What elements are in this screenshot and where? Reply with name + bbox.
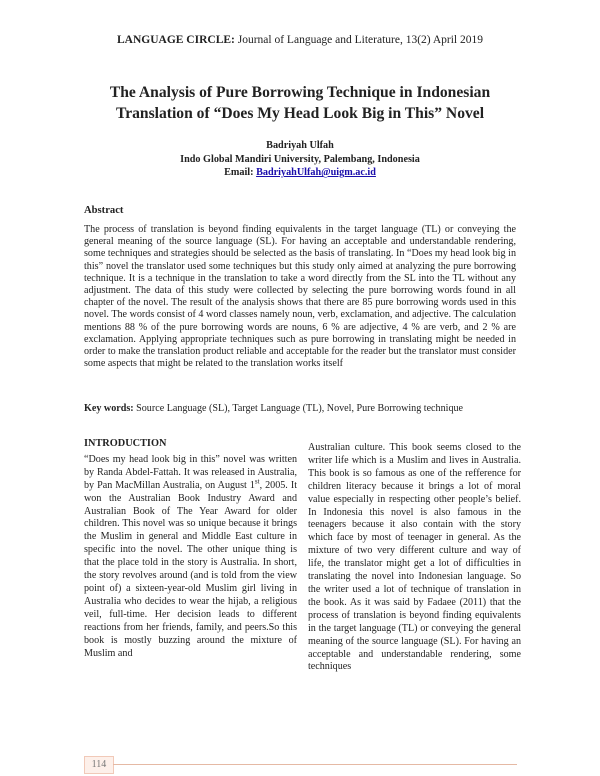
title-line-2: Translation of “Does My Head Look Big in This” Novel — [115, 105, 485, 122]
left-column — [84, 438, 297, 660]
title-line-1: The Analysis of Pure Borrowing Technique in Indonesian — [109, 84, 491, 101]
intro-left-paragraph — [84, 454, 297, 661]
abstract-text: The process of translation is beyond finding equivalents in the target language (TL) or conveying the general meaning of the source language (SL). For having an acceptable and understandable rendering, some techniques and strategies should be selected as the basis of translating. In “Does my head look big in this” novel the translator used some techniques but this study only aimed at analyzing the pure borrowing technique. It is a technique in the translation to take a word directly from the SL into the TL without any adjustment. The data of this study were collected by selecting the pure borrowing words found in all chapter of the novel. The result of the analysis shows that there are 85 pure borrowing words used in this novel. The words consist of 4 word classes namely noun, verb, exclamation, and adjective. The calculation mentions 88 % of the pure borrowing words are nouns, 6 % are adjective, 4 % are verb, and 2 % are exclamation. Applying appropriate techniques such as pure borrowing in translating might be needed in order to make the translation product reliable and acceptable for the reader but the translator must consider some aspects that might be related to the translation works itself — [84, 224, 516, 370]
keywords-line — [84, 403, 544, 414]
email-label: Email: — [224, 167, 257, 179]
abstract-heading: Abstract — [84, 205, 124, 216]
author-affiliation: Indo Global Mandiri University, Palembang, Indonesia — [180, 153, 420, 165]
intro-right-paragraph: Australian culture. This book seems closed to the writer life which is a Muslim and lives in Australia. This book is so famous as one of the refference for children literacy because it brings a lot of moral value especially in respecting other people’s belief. In Indonesia this novel is also famous in the teenagers because it also contain with the story which face by most of teenager in general. As the mixture of two very different culture and way of life, the translator might get a lot of difficulties in translating the novel into Indonesian language. So the writer used a lot of technique of translation in the book. As it was said by Fadaee (2011) that the process of translation is beyond finding equivalents in the target language (TL) or conveying the general meaning of the source language (SL). For having an acceptable and understandable rendering, some techniques — [308, 442, 521, 673]
author-name: Badriyah Ulfah — [266, 140, 334, 151]
running-header — [0, 34, 600, 46]
ordinal-suffix: st — [254, 477, 260, 486]
introduction-heading: INTRODUCTION — [84, 438, 167, 449]
right-column — [308, 442, 521, 674]
page-number: 114 — [84, 756, 114, 774]
email-link[interactable]: BadriyahUlfah@uigm.ac.id — [256, 167, 376, 179]
intro-left-text-a: “Does my head look big in this” novel was written by Randa Abdel-Fattah. It was released in Australia, by Pan MacMillan Australia, on August 1 — [84, 453, 297, 491]
paper-title — [60, 82, 540, 124]
keywords-text: Source Language (SL), Target Language (TL), Novel, Pure Borrowing technique — [133, 403, 464, 414]
journal-name: LANGUAGE CIRCLE: — [116, 34, 235, 46]
intro-left-text-b: , 2005. It won the Australian Book Industry Award and Australian Book of The Year Award for older children. This novel was so unique because it brings the Muslim in general and Middle East culture in specific into the novel. The other unique thing is that the place told in the story is Australia. In short, the story revolves around (and is told from the view point of) a sixteen-year-old Muslim girl living in Australia who decides to wear the hijab, a religious veil, full-time. Her decision leads to different reactions from her friends, family, and peers.So this book is mostly buzzing around the mixture of Muslim and — [84, 479, 297, 659]
author-block — [60, 139, 540, 180]
keywords-label: Key words: — [84, 403, 134, 414]
footer-rule — [113, 764, 517, 765]
author-email-line — [60, 166, 540, 180]
journal-issue: Journal of Language and Literature, 13(2) April 2019 — [234, 34, 484, 46]
